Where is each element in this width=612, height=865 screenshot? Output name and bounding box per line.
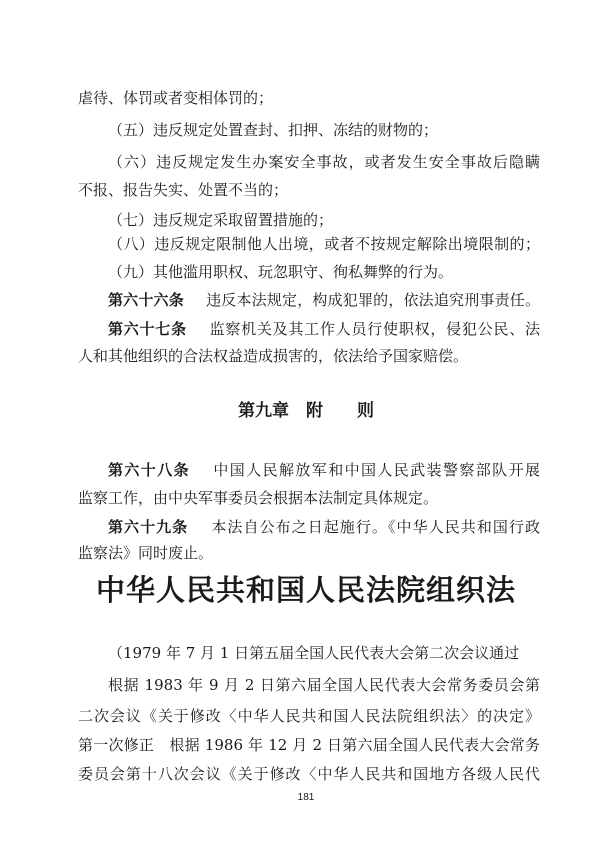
list-item-5: （五）违反规定处置查封、扣押、冻结的财物的； (108, 121, 439, 139)
article-68 (108, 460, 540, 480)
chapter-heading: 第九章 附 则 (238, 401, 374, 421)
text-line: 虐待、体罚或者变相体罚的； (78, 89, 274, 107)
list-item-6-cont: 不报、报告失实、处置不当的； (78, 181, 289, 199)
list-item-8: （八）违反规定限制他人出境，或者不按规定解除出境限制的； (108, 235, 540, 253)
article-label: 第六十七条 (108, 320, 187, 338)
page-number: 181 (297, 792, 315, 803)
article-label: 第六十九条 (108, 518, 189, 536)
article-68-cont: 监察工作，由中央军事委员会根据本法制定具体规定。 (78, 489, 439, 507)
history-line: （1979 年 7 月 1 日第五届全国人民代表大会第二次会议通过 (108, 644, 520, 662)
article-text: 本法自公布之日起施行。《中华人民共和国行政 (210, 518, 540, 536)
law-title: 中华人民共和国人民法院组织法 (95, 573, 516, 607)
article-66 (108, 290, 540, 310)
article-69-cont: 监察法》同时废止。 (78, 544, 214, 562)
history-line: 委员会第十八次会议《关于修改〈中华人民共和国地方各级人民代 (78, 765, 540, 783)
list-item-9: （九）其他滥用职权、玩忽职守、徇私舞弊的行为。 (108, 263, 454, 281)
article-67 (108, 319, 540, 339)
history-line: 二次会议《关于修改〈中华人民共和国人民法院组织法〉的决定》 (78, 707, 540, 725)
article-label: 第六十六条 (108, 291, 184, 309)
history-line: 第一次修正 根据 1986 年 12 月 2 日第六届全国人民代表大会常务 (78, 736, 540, 754)
list-item-6: （六）违反规定发生办案安全事故，或者发生安全事故后隐瞒 (108, 153, 540, 171)
article-69 (108, 517, 540, 537)
article-text: 中国人民解放军和中国人民武装警察部队开展 (212, 461, 540, 479)
article-text: 监察机关及其工作人员行使职权，侵犯公民、法 (208, 320, 540, 338)
list-item-7: （七）违反规定采取留置措施的； (108, 211, 334, 229)
article-label: 第六十八条 (108, 461, 190, 479)
article-text: 违反本法规定，构成犯罪的，依法追究刑事责任。 (205, 291, 540, 309)
article-67-cont: 人和其他组织的合法权益造成损害的，依法给予国家赔偿。 (78, 347, 469, 365)
history-line: 根据 1983 年 9 月 2 日第六届全国人民代表大会常务委员会第 (108, 676, 540, 694)
